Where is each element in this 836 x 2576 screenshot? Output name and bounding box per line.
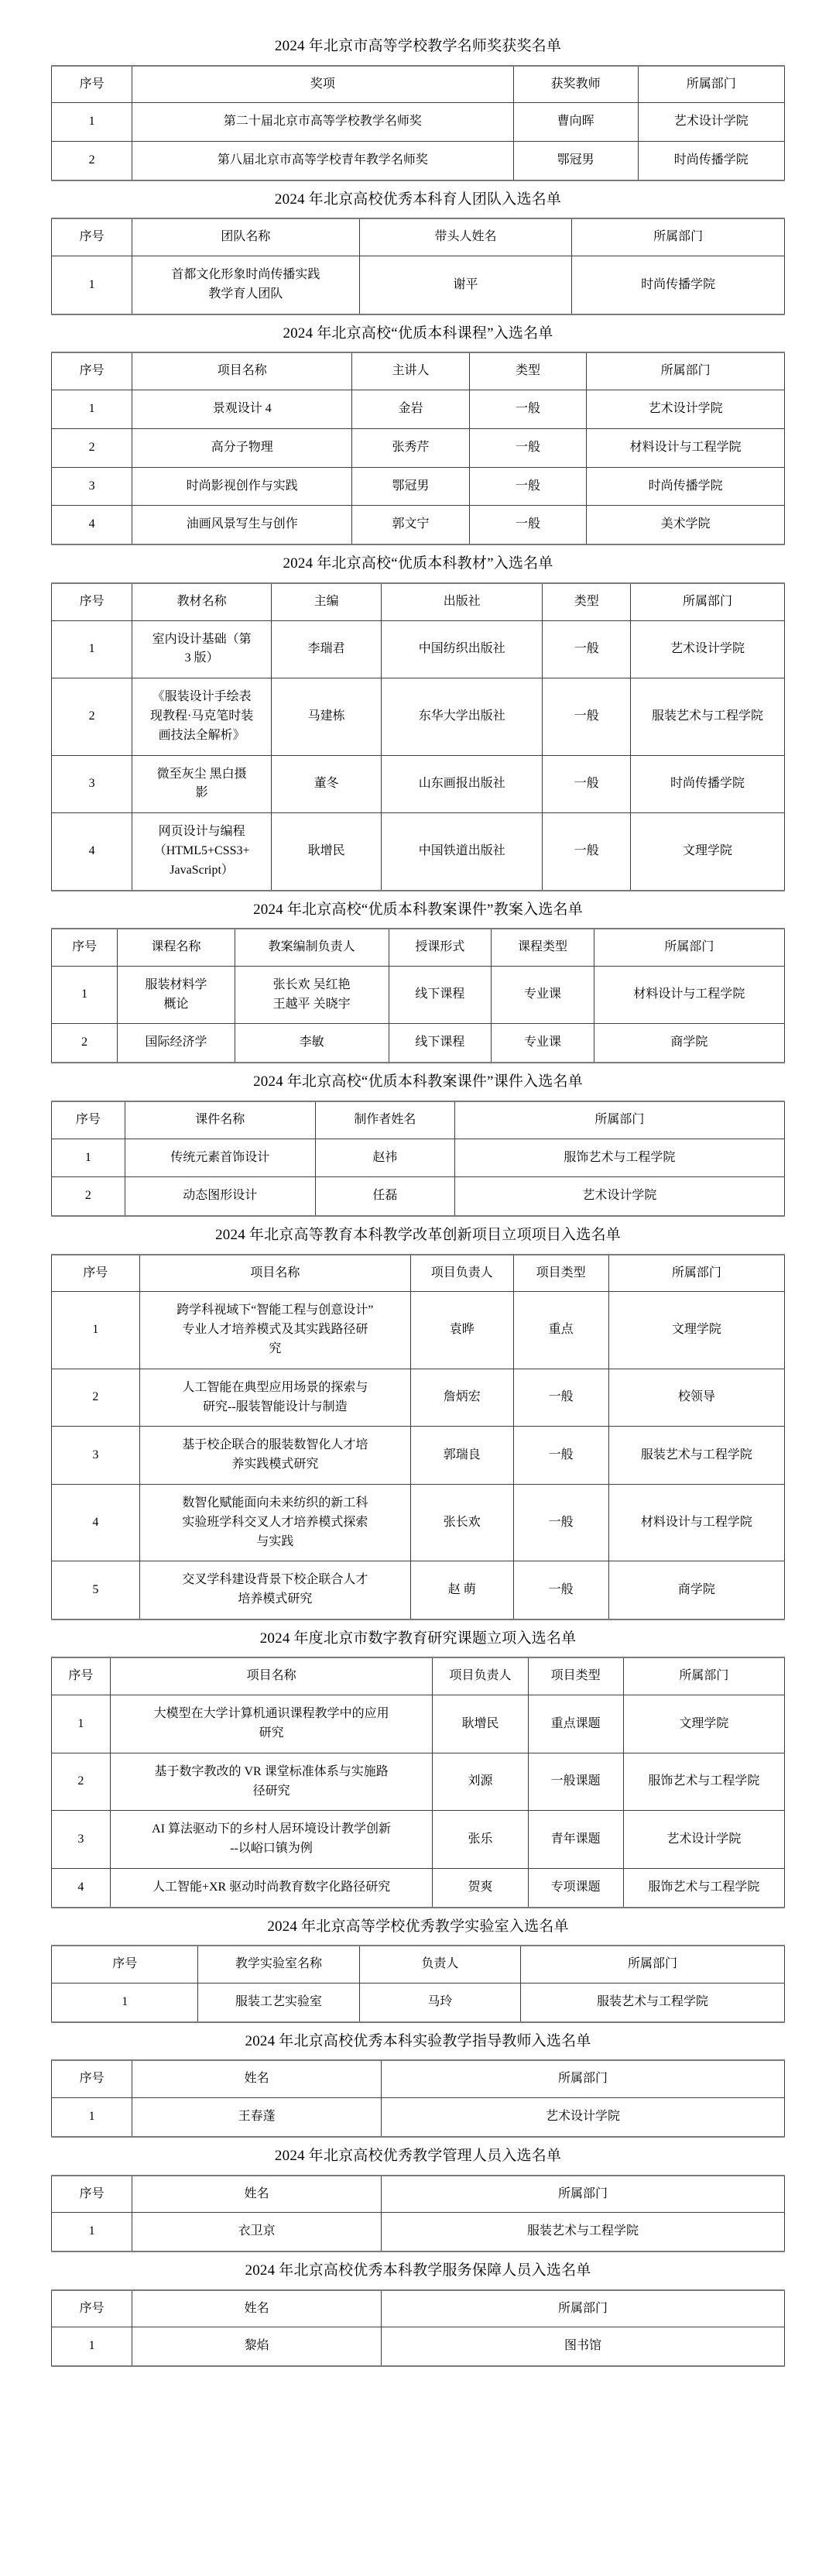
table-cell: 李瑞君 [272, 620, 382, 678]
table-cell: 材料设计与工程学院 [587, 428, 785, 467]
section-teaching-master-award [51, 36, 785, 181]
table-cell: 商学院 [608, 1561, 784, 1619]
table-row [52, 1427, 785, 1485]
table-cell: 贺爽 [433, 1869, 528, 1908]
table-cell: 黎焰 [132, 2327, 382, 2366]
section-teaching-reform-project [51, 1224, 785, 1620]
column-header: 所属部门 [382, 2176, 785, 2213]
column-header: 课程名称 [118, 929, 235, 966]
column-header: 类型 [543, 583, 631, 620]
table-cell: 第二十届北京市高等学校教学名师奖 [132, 103, 513, 142]
table-cell: 服装艺术与工程学院 [608, 1427, 784, 1485]
table-cell: 马建栋 [272, 678, 382, 755]
row-index-cell: 1 [52, 1292, 140, 1369]
table-cell: AI 算法驱动下的乡村人居环境设计教学创新 --以峪口镇为例 [110, 1811, 433, 1869]
table-quality-undergraduate-textbook [51, 582, 785, 891]
table-row [52, 256, 785, 314]
table-cell: 文理学院 [631, 813, 785, 891]
column-header: 所属部门 [521, 1946, 785, 1983]
table-cell: 重点课题 [528, 1695, 623, 1753]
table-header-row [52, 929, 785, 966]
column-header: 项目类型 [528, 1657, 623, 1695]
row-index-cell: 1 [52, 2098, 132, 2137]
table-cell: 郭瑞良 [411, 1427, 514, 1485]
row-index-cell: 1 [52, 1984, 198, 2022]
column-header: 序号 [52, 1657, 111, 1695]
column-header: 所属部门 [631, 583, 785, 620]
row-index-cell: 2 [52, 1753, 111, 1811]
table-cell: 服装材料学 概论 [118, 966, 235, 1024]
table-cell: 服饰艺术与工程学院 [623, 1869, 784, 1908]
sections-container [51, 36, 785, 2367]
column-header: 项目类型 [513, 1255, 608, 1292]
section-title: 2024 年北京高校“优质本科教材”入选名单 [283, 555, 553, 572]
section-digital-education-research [51, 1628, 785, 1908]
row-index-cell: 1 [52, 103, 132, 142]
table-header-row [52, 2290, 785, 2327]
column-header: 主讲人 [352, 352, 470, 390]
table-header-row [52, 218, 785, 256]
table-cell: 一般 [543, 678, 631, 755]
table-cell: 基于校企联合的服装数智化人才培 养实践模式研究 [139, 1427, 410, 1485]
column-header: 姓名 [132, 2290, 382, 2327]
table-cell: 一般 [469, 467, 587, 506]
table-cell: 中国纺织出版社 [382, 620, 543, 678]
column-header: 序号 [52, 2290, 132, 2327]
row-index-cell: 2 [52, 428, 132, 467]
table-cell: 时尚传播学院 [587, 467, 785, 506]
table-row [52, 1561, 785, 1619]
table-cell: 服装艺术与工程学院 [631, 678, 785, 755]
column-header: 所属部门 [572, 218, 785, 256]
table-teaching-master-award [51, 65, 785, 181]
table-cell: 赵 萌 [411, 1561, 514, 1619]
column-header: 所属部门 [382, 2290, 785, 2327]
table-cell: 微至灰尘 黑白摄 影 [132, 755, 272, 813]
table-excellent-teaching-lab [51, 1945, 785, 2023]
column-header: 教学实验室名称 [198, 1946, 359, 1983]
table-row [52, 1024, 785, 1063]
column-header: 类型 [469, 352, 587, 390]
table-row [52, 1369, 785, 1427]
section-title: 2024 年北京高校优秀教学管理人员入选名单 [274, 2148, 562, 2165]
table-cell: 传统元素首饰设计 [125, 1139, 315, 1177]
section-quality-undergraduate-textbook [51, 553, 785, 891]
table-cell: 赵祎 [315, 1139, 454, 1177]
table-excellent-teaching-support [51, 2289, 785, 2368]
row-index-cell: 2 [52, 1177, 125, 1216]
column-header: 课程类型 [492, 929, 594, 966]
table-cell: 王春蓬 [132, 2098, 382, 2137]
table-row [52, 506, 785, 544]
table-cell: 交叉学科建设背景下校企联合人才 培养模式研究 [139, 1561, 410, 1619]
table-cell: 耿增民 [433, 1695, 528, 1753]
row-index-cell: 1 [52, 390, 132, 429]
table-cell: 马玲 [359, 1984, 520, 2022]
table-cell: 张乐 [433, 1811, 528, 1869]
section-title: 2024 年北京高等教育本科教学改革创新项目立项项目入选名单 [215, 1227, 621, 1244]
table-row [52, 1984, 785, 2022]
column-header: 制作者姓名 [315, 1101, 454, 1139]
row-index-cell: 4 [52, 1869, 111, 1908]
section-title: 2024 年北京高等学校优秀教学实验室入选名单 [267, 1918, 569, 1935]
table-row [52, 1139, 785, 1177]
row-index-cell: 5 [52, 1561, 140, 1619]
column-header: 序号 [52, 218, 132, 256]
table-cell: 艺术设计学院 [631, 620, 785, 678]
table-cell: 一般 [513, 1369, 608, 1427]
column-header: 项目名称 [139, 1255, 410, 1292]
page-bottom-margin [51, 2367, 785, 2483]
row-index-cell: 3 [52, 755, 132, 813]
table-cell: 谢平 [359, 256, 572, 314]
row-index-cell: 2 [52, 1369, 140, 1427]
table-teaching-reform-project [51, 1254, 785, 1620]
table-row [52, 966, 785, 1024]
row-index-cell: 3 [52, 467, 132, 506]
table-cell: 耿增民 [272, 813, 382, 891]
table-cell: 人工智能在典型应用场景的探索与 研究--服装智能设计与制造 [139, 1369, 410, 1427]
table-cell: 第八届北京市高等学校青年教学名师奖 [132, 142, 513, 180]
table-cell: 鄂冠男 [352, 467, 470, 506]
table-header-row [52, 352, 785, 390]
table-excellent-teaching-manager [51, 2175, 785, 2253]
table-digital-education-research [51, 1657, 785, 1908]
table-quality-lesson-plan [51, 928, 785, 1063]
table-cell: 一般 [513, 1427, 608, 1485]
table-cell: 艺术设计学院 [382, 2098, 785, 2137]
section-excellent-experiment-teacher [51, 2031, 785, 2138]
table-header-row [52, 2060, 785, 2097]
row-index-cell: 1 [52, 1695, 111, 1753]
table-row [52, 1484, 785, 1561]
table-cell: 艺术设计学院 [638, 103, 784, 142]
table-header-row [52, 66, 785, 103]
table-row [52, 1753, 785, 1811]
row-index-cell: 2 [52, 1024, 118, 1063]
section-title: 2024 年北京高校优秀本科实验教学指导教师入选名单 [245, 2032, 591, 2049]
section-title: 2024 年北京高校“优质本科教案课件”课件入选名单 [253, 1073, 583, 1091]
table-cell: 《服装设计手绘表 现教程·马克笔时装 画技法全解析》 [132, 678, 272, 755]
table-cell: 一般 [543, 755, 631, 813]
section-title: 2024 年北京市高等学校教学名师奖获奖名单 [274, 38, 562, 54]
section-quality-undergraduate-course [51, 323, 785, 545]
column-header: 出版社 [382, 583, 543, 620]
table-cell: 张长欢 吴红艳 王越平 关晓宇 [235, 966, 389, 1024]
table-row [52, 2213, 785, 2251]
table-cell: 图书馆 [382, 2327, 785, 2366]
table-cell: 专业课 [492, 1024, 594, 1063]
table-cell: 大模型在大学计算机通识课程教学中的应用 研究 [110, 1695, 433, 1753]
column-header: 项目名称 [132, 352, 352, 390]
table-cell: 山东画报出版社 [382, 755, 543, 813]
table-cell: 艺术设计学院 [454, 1177, 784, 1216]
column-header: 教案编制负责人 [235, 929, 389, 966]
table-cell: 刘源 [433, 1753, 528, 1811]
table-excellent-undergraduate-team [51, 218, 785, 314]
column-header: 奖项 [132, 66, 513, 103]
table-cell: 时尚传播学院 [572, 256, 785, 314]
table-cell: 曹向晖 [513, 103, 638, 142]
section-title: 2024 年北京高校优秀本科育人团队入选名单 [274, 191, 562, 208]
table-cell: 服装艺术与工程学院 [521, 1984, 785, 2022]
table-header-row [52, 1255, 785, 1292]
column-header: 序号 [52, 1255, 140, 1292]
column-header: 序号 [52, 352, 132, 390]
column-header: 姓名 [132, 2060, 382, 2097]
table-cell: 网页设计与编程 （HTML5+CSS3+ JavaScript） [132, 813, 272, 891]
table-header-row [52, 1101, 785, 1139]
table-cell: 一般 [543, 620, 631, 678]
column-header: 所属部门 [382, 2060, 785, 2097]
column-header: 序号 [52, 1101, 125, 1139]
table-header-row [52, 2176, 785, 2213]
table-cell: 青年课题 [528, 1811, 623, 1869]
section-quality-courseware [51, 1071, 785, 1217]
column-header: 课件名称 [125, 1101, 315, 1139]
table-cell: 一般 [469, 506, 587, 544]
table-row [52, 1292, 785, 1369]
section-quality-lesson-plan [51, 899, 785, 1064]
column-header: 负责人 [359, 1946, 520, 1983]
table-cell: 文理学院 [608, 1292, 784, 1369]
column-header: 教材名称 [132, 583, 272, 620]
column-header: 主编 [272, 583, 382, 620]
column-header: 所属部门 [587, 352, 785, 390]
row-index-cell: 1 [52, 966, 118, 1024]
table-cell: 时尚传播学院 [631, 755, 785, 813]
table-cell: 数智化赋能面向未来纺织的新工科 实验班学科交叉人才培养模式探索 与实践 [139, 1484, 410, 1561]
table-cell: 鄂冠男 [513, 142, 638, 180]
table-cell: 校领导 [608, 1369, 784, 1427]
table-cell: 首都文化形象时尚传播实践 教学育人团队 [132, 256, 360, 314]
table-cell: 郭文宁 [352, 506, 470, 544]
row-index-cell: 3 [52, 1427, 140, 1485]
table-row [52, 755, 785, 813]
section-excellent-undergraduate-team [51, 189, 785, 315]
table-cell: 中国铁道出版社 [382, 813, 543, 891]
table-row [52, 678, 785, 755]
column-header: 获奖教师 [513, 66, 638, 103]
table-cell: 跨学科视域下“智能工程与创意设计” 专业人才培养模式及其实践路径研 究 [139, 1292, 410, 1369]
table-row [52, 103, 785, 142]
column-header: 项目负责人 [411, 1255, 514, 1292]
table-cell: 衣卫京 [132, 2213, 382, 2251]
table-cell: 线下课程 [389, 1024, 492, 1063]
table-cell: 李敏 [235, 1024, 389, 1063]
row-index-cell: 4 [52, 1484, 140, 1561]
table-cell: 材料设计与工程学院 [594, 966, 784, 1024]
table-row [52, 428, 785, 467]
row-index-cell: 2 [52, 142, 132, 180]
table-cell: 董冬 [272, 755, 382, 813]
table-cell: 金岩 [352, 390, 470, 429]
column-header: 序号 [52, 2060, 132, 2097]
table-cell: 一般课题 [528, 1753, 623, 1811]
table-cell: 油画风景写生与创作 [132, 506, 352, 544]
column-header: 所属部门 [454, 1101, 784, 1139]
column-header: 项目负责人 [433, 1657, 528, 1695]
row-index-cell: 1 [52, 620, 132, 678]
row-index-cell: 2 [52, 678, 132, 755]
table-cell: 美术学院 [587, 506, 785, 544]
section-title: 2024 年北京高校“优质本科课程”入选名单 [283, 325, 553, 342]
table-cell: 张长欢 [411, 1484, 514, 1561]
table-row [52, 1869, 785, 1908]
table-row [52, 142, 785, 180]
table-cell: 专项课题 [528, 1869, 623, 1908]
column-header: 序号 [52, 583, 132, 620]
column-header: 序号 [52, 929, 118, 966]
table-cell: 线下课程 [389, 966, 492, 1024]
table-cell: 一般 [469, 390, 587, 429]
table-cell: 一般 [469, 428, 587, 467]
section-title: 2024 年北京高校优秀本科教学服务保障人员入选名单 [245, 2262, 591, 2279]
table-row [52, 813, 785, 891]
column-header: 所属部门 [594, 929, 784, 966]
table-row [52, 390, 785, 429]
table-cell: 服装工艺实验室 [198, 1984, 359, 2022]
section-excellent-teaching-support [51, 2260, 785, 2367]
table-cell: 人工智能+XR 驱动时尚教育数字化路径研究 [110, 1869, 433, 1908]
table-cell: 重点 [513, 1292, 608, 1369]
table-cell: 袁晔 [411, 1292, 514, 1369]
table-cell: 一般 [513, 1561, 608, 1619]
row-index-cell: 4 [52, 506, 132, 544]
row-index-cell: 4 [52, 813, 132, 891]
table-cell: 一般 [543, 813, 631, 891]
table-row [52, 1177, 785, 1216]
table-cell: 东华大学出版社 [382, 678, 543, 755]
column-header: 姓名 [132, 2176, 382, 2213]
table-cell: 张秀芹 [352, 428, 470, 467]
table-cell: 动态图形设计 [125, 1177, 315, 1216]
table-row [52, 2327, 785, 2366]
column-header: 带头人姓名 [359, 218, 572, 256]
column-header: 团队名称 [132, 218, 360, 256]
table-cell: 服装艺术与工程学院 [382, 2213, 785, 2251]
table-cell: 时尚传播学院 [638, 142, 784, 180]
table-header-row [52, 583, 785, 620]
table-cell: 服饰艺术与工程学院 [454, 1139, 784, 1177]
table-cell: 詹炳宏 [411, 1369, 514, 1427]
table-cell: 文理学院 [623, 1695, 784, 1753]
column-header: 项目名称 [110, 1657, 433, 1695]
section-title: 2024 年度北京市数字教育研究课题立项入选名单 [259, 1630, 577, 1647]
table-cell: 艺术设计学院 [623, 1811, 784, 1869]
section-excellent-teaching-manager [51, 2145, 785, 2252]
column-header: 序号 [52, 1946, 198, 1983]
column-header: 所属部门 [638, 66, 784, 103]
table-cell: 材料设计与工程学院 [608, 1484, 784, 1561]
row-index-cell: 1 [52, 1139, 125, 1177]
table-cell: 时尚影视创作与实践 [132, 467, 352, 506]
table-cell: 服饰艺术与工程学院 [623, 1753, 784, 1811]
column-header: 授课形式 [389, 929, 492, 966]
table-cell: 艺术设计学院 [587, 390, 785, 429]
table-cell: 景观设计 4 [132, 390, 352, 429]
section-excellent-teaching-lab [51, 1916, 785, 2023]
table-row [52, 1695, 785, 1753]
section-title: 2024 年北京高校“优质本科教案课件”教案入选名单 [253, 901, 583, 918]
table-row [52, 1811, 785, 1869]
table-row [52, 2098, 785, 2137]
table-cell: 专业课 [492, 966, 594, 1024]
table-quality-courseware [51, 1101, 785, 1217]
table-row [52, 467, 785, 506]
row-index-cell: 1 [52, 2327, 132, 2366]
table-cell: 国际经济学 [118, 1024, 235, 1063]
column-header: 序号 [52, 66, 132, 103]
row-index-cell: 3 [52, 1811, 111, 1869]
table-cell: 任磊 [315, 1177, 454, 1216]
table-header-row [52, 1657, 785, 1695]
row-index-cell: 1 [52, 2213, 132, 2251]
table-cell: 高分子物理 [132, 428, 352, 467]
column-header: 所属部门 [623, 1657, 784, 1695]
table-quality-undergraduate-course [51, 352, 785, 545]
table-cell: 商学院 [594, 1024, 784, 1063]
table-cell: 一般 [513, 1484, 608, 1561]
table-header-row [52, 1946, 785, 1983]
table-excellent-experiment-teacher [51, 2059, 785, 2138]
column-header: 序号 [52, 2176, 132, 2213]
table-row [52, 620, 785, 678]
table-cell: 基于数字教改的 VR 课堂标准体系与实施路 径研究 [110, 1753, 433, 1811]
table-cell: 室内设计基础（第 3 版） [132, 620, 272, 678]
row-index-cell: 1 [52, 256, 132, 314]
column-header: 所属部门 [608, 1255, 784, 1292]
